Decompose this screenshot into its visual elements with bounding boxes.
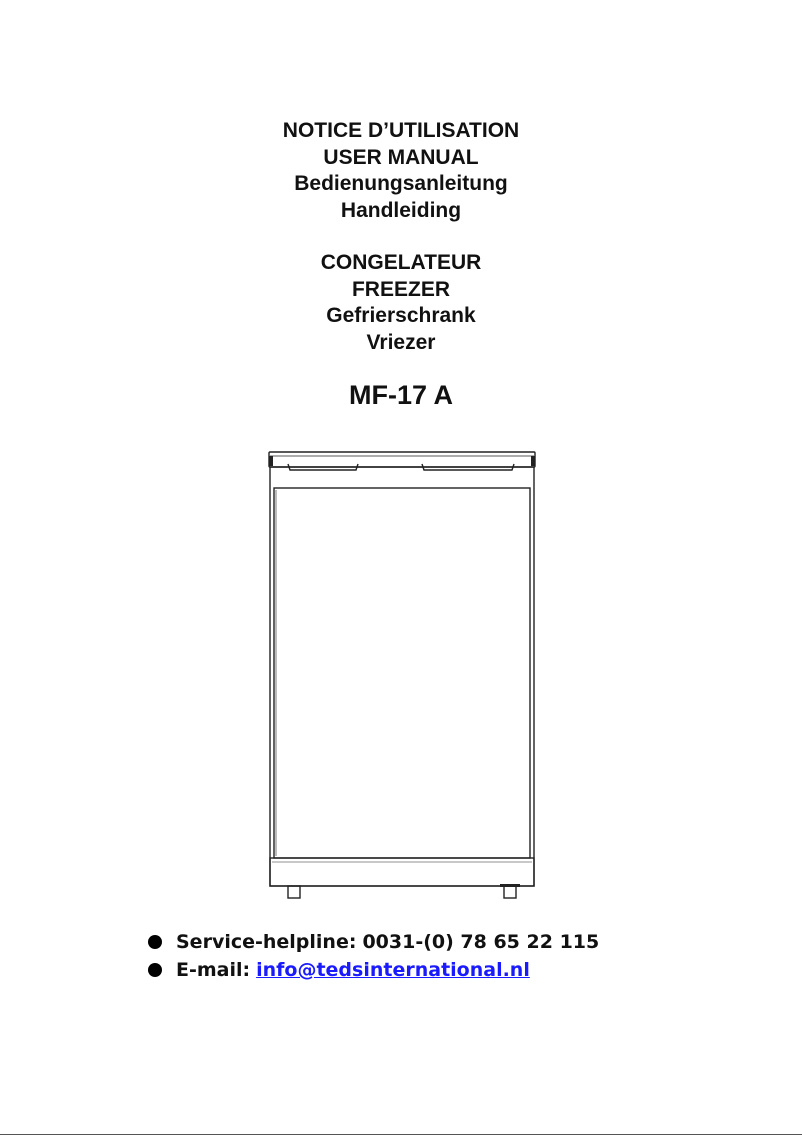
email-item xyxy=(148,956,599,984)
manual-title-block xyxy=(0,118,802,224)
email-link[interactable]: info@tedsinternational.nl xyxy=(256,959,530,981)
helpline-number: 0031-(0) 78 65 22 115 xyxy=(362,931,600,953)
helpline-label: Service-helpline: xyxy=(176,931,357,953)
product-type-french: CONGELATEUR xyxy=(320,251,482,274)
product-type-block xyxy=(0,250,802,356)
contact-list xyxy=(148,928,599,984)
email-label: E-mail: xyxy=(176,959,251,981)
product-type-german: Gefrierschrank xyxy=(326,304,476,327)
product-type-english: FREEZER xyxy=(351,277,450,301)
helpline-item xyxy=(148,928,599,956)
freezer-illustration xyxy=(260,448,544,906)
manual-title-dutch: Handleiding xyxy=(340,198,462,222)
model-number: MF-17 A xyxy=(348,380,453,410)
page-bottom-rule xyxy=(0,1134,802,1135)
manual-title-german: Bedienungsanleitung xyxy=(294,172,508,195)
manual-title-english: USER MANUAL xyxy=(323,145,479,169)
manual-title-french: NOTICE D’UTILISATION xyxy=(282,119,520,142)
product-type-dutch: Vriezer xyxy=(366,330,436,354)
bullet-icon xyxy=(148,963,162,977)
bullet-icon xyxy=(148,935,162,949)
